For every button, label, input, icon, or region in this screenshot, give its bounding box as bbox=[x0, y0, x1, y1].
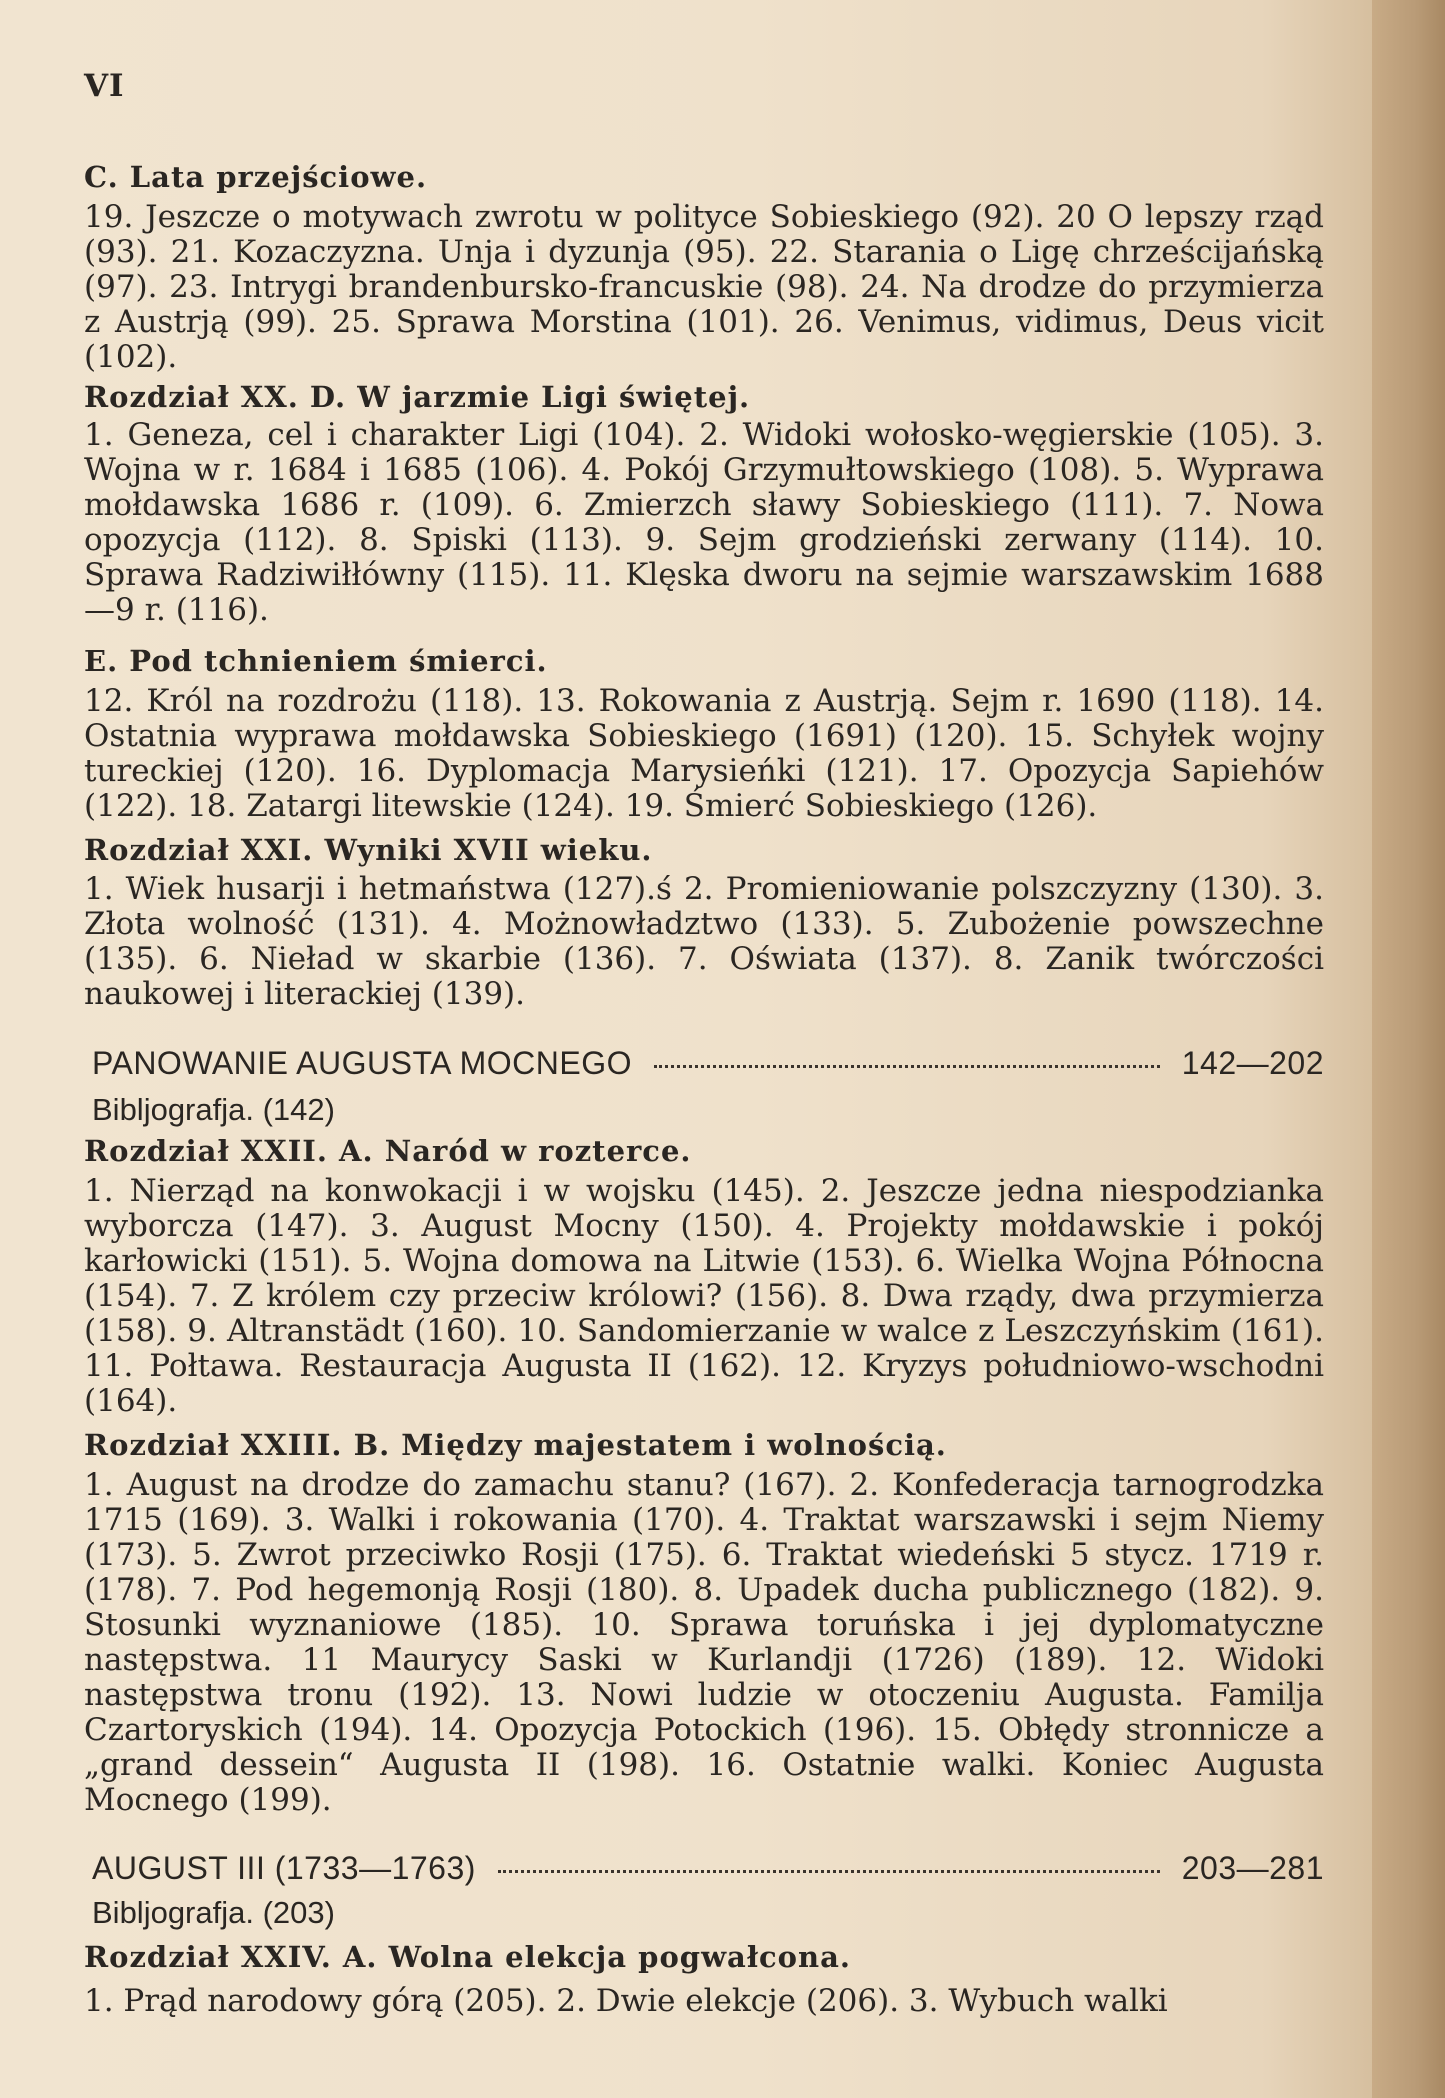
toc-entries-rozdzial-xxi: 1. Wiek husarji i hetmaństwa (127).ś 2. Promieniowanie polszczyzny (130). 3. Złota wolność (131). 4. Możnowładztwo (133). 5. Zubożenie powszechne (135). 6. Nieład w skarbie (136). 7. Oświata (137). 8. Zanik twórczości naukowej i literackiej (139). bbox=[84, 871, 1324, 1012]
bibliography-line: Bibljografja. (203) bbox=[92, 1895, 335, 1930]
section-pages: 142—202 bbox=[1181, 1045, 1324, 1081]
toc-entries-lata-przejsciowe: 19. Jeszcze o motywach zwrotu w polityce Sobieskiego (92). 20 O lepszy rząd (93). 21. Kozaczyzna. Unja i dyzunja (95). 22. Starania o Ligę chrześcijańską (97). 23. Intrygi brandenbursko-francuskie (98). 24. Na drodze do przymierza z Austrją (99). 25. Sprawa Morstina (101). 26. Venimus, vidimus, Deus vicit (102). bbox=[84, 199, 1324, 375]
heading-lata-przejsciowe: C. Lata przejściowe. bbox=[84, 160, 428, 194]
section-august-iii bbox=[92, 1850, 1324, 1887]
heading-rozdzial-xxi: Rozdział XXI. Wyniki XVII wieku. bbox=[84, 833, 653, 867]
heading-rozdzial-xxiv: Rozdział XXIV. A. Wolna elekcja pogwałcona. bbox=[84, 1940, 851, 1974]
heading-rozdzial-xx: Rozdział XX. D. W jarzmie Ligi świętej. bbox=[84, 380, 751, 414]
heading-pod-tchnieniem: E. Pod tchnieniem śmierci. bbox=[84, 644, 548, 678]
page-number: VI bbox=[84, 68, 125, 104]
bibliography-line: Bibljografja. (142) bbox=[92, 1092, 335, 1127]
toc-entries-rozdzial-xx: 1. Geneza, cel i charakter Ligi (104). 2. Widoki wołosko-węgierskie (105). 3. Wojna w r. 1684 i 1685 (106). 4. Pokój Grzymułtowskiego (108). 5. Wyprawa mołdawska 1686 r. (109). 6. Zmierzch sławy Sobieskiego (111). 7. Nowa opozycja (112). 8. Spiski (113). 9. Sejm grodzieński zerwany (114). 10. Sprawa Radziwiłłówny (115). 11. Klęska dworu na sejmie warszawskim 1688—9 r. (116). bbox=[84, 417, 1324, 628]
toc-entries-rozdzial-xxiii: 1. August na drodze do zamachu stanu? (167). 2. Konfederacja tarnogrodzka 1715 (169). 3. Walki i rokowania (170). 4. Traktat warszawski i sejm Niemy (173). 5. Zwrot przeciwko Rosji (175). 6. Traktat wiedeński 5 stycz. 1719 r. (178). 7. Pod hegemonją Rosji (180). 8. Upadek ducha publicznego (182). 9. Stosunki wyznaniowe (185). 10. Sprawa toruńska i jej dyplomatyczne następstwa. 11 Maurycy Saski w Kurlandji (1726) (189). 12. Widoki następstwa tronu (192). 13. Nowi ludzie w otoczeniu Augusta. Familja Czartoryskich (194). 14. Opozycja Potockich (196). 15. Obłędy stronnicze a „grand dessein“ Augusta II (198). 16. Ostatnie walki. Koniec Augusta Mocnego (199). bbox=[84, 1467, 1324, 1818]
section-pages: 203—281 bbox=[1181, 1850, 1324, 1886]
page-edge bbox=[1372, 0, 1445, 2098]
leader-dots bbox=[654, 1065, 1160, 1068]
toc-entries-rozdzial-xxii: 1. Nierząd na konwokacji i w wojsku (145). 2. Jeszcze jedna niespodzianka wyborcza (147). 3. August Mocny (150). 4. Projekty mołdawskie i pokój karłowicki (151). 5. Wojna domowa na Litwie (153). 6. Wielka Wojna Północna (154). 7. Z królem czy przeciw królowi? (156). 8. Dwa rządy, dwa przymierza (158). 9. Altranstädt (160). 10. Sandomierzanie w walce z Leszczyńskim (161). 11. Połtawa. Restauracja Augusta II (162). 12. Kryzys południowo-wschodni (164). bbox=[84, 1173, 1324, 1419]
section-title: AUGUST III (1733—1763) bbox=[92, 1850, 476, 1886]
leader-dots bbox=[498, 1870, 1160, 1873]
toc-entries-rozdzial-xxiv: 1. Prąd narodowy górą (205). 2. Dwie elekcje (206). 3. Wybuch walki bbox=[84, 1983, 1168, 2019]
heading-rozdzial-xxiii: Rozdział XXIII. B. Między majestatem i wolnością. bbox=[84, 1428, 947, 1462]
heading-rozdzial-xxii: Rozdział XXII. A. Naród w rozterce. bbox=[84, 1134, 692, 1168]
toc-entries-pod-tchnieniem: 12. Król na rozdrożu (118). 13. Rokowania z Austrją. Sejm r. 1690 (118). 14. Ostatnia wyprawa mołdawska Sobieskiego (1691) (120). 15. Schyłek wojny tureckiej (120). 16. Dyplomacja Marysieńki (121). 17. Opozycja Sapiehów (122). 18. Zatargi litewskie (124). 19. Śmierć Sobieskiego (126). bbox=[84, 683, 1324, 824]
section-title: PANOWANIE AUGUSTA MOCNEGO bbox=[92, 1045, 632, 1081]
section-panowanie-augusta bbox=[92, 1045, 1324, 1082]
